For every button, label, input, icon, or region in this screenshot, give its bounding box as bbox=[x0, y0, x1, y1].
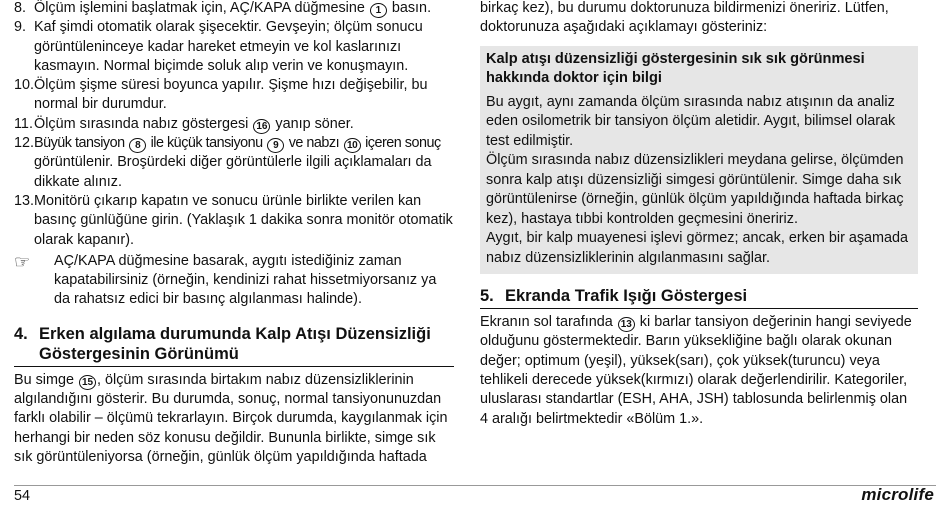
list-item: 11. Ölçüm sırasında nabız göstergesi 16 yanıp söner. bbox=[14, 115, 354, 132]
section-5-heading: 5. Ekranda Trafik Işığı Göstergesi bbox=[480, 286, 918, 309]
callout-13-icon: 13 bbox=[618, 317, 635, 332]
list-item: 12. Büyük tansiyon 8 ile küçük tansiyonu 9 ve nabzı 10 içeren sonuç görüntülenir. Broşürdeki diğer görüntülerle ilgili açıklamaları da dikkate alınız. bbox=[14, 135, 441, 190]
section-5-body: Ekranın sol tarafında 13 ki barlar tansiyon değerinin hangi seviyede olduğunu göstermektedir. Barın yüksekliğine bağlı olarak okunan değer; optimum (yeşil), yüksek(sarı), çok yüksek(turuncu) veya tehlikeli derecede yüksek(kırmızı) olarak değerlendirilir. Kategoriler, uluslarası standartlar (ESH, AHA, JSH) tablosunda belirlenmiş olan 4 aralığı belirtmektedir «Bölüm 1.». bbox=[480, 314, 912, 427]
list-item: 13. Monitörü çıkarıp kapatın ve sonucu ürünle birlikte verilen kan basınç günlüğüne girin. (Yaklaşık 1 dakika sonra monitör otomatik olarak kapanır). bbox=[14, 192, 453, 248]
list-item: 8. Ölçüm işlemini başlatmak için, AÇ/KAPA düğmesine 1 basın. bbox=[14, 0, 432, 16]
box-title: Kalp atışı düzensizliği göstergesinin sık sık görünmesi hakkında doktor için bilgi bbox=[486, 50, 865, 87]
left-column bbox=[14, 0, 454, 467]
callout-9-icon: 9 bbox=[267, 138, 284, 153]
list-item: 9. Kaf şimdi otomatik olarak şişecektir. Gevşeyin; ölçüm sonucu görüntüleninceye kadar hareket etmeyin ve kol kaslarınızı kasmayın. Normal biçimde soluk alıp verin ve konuşmayın. bbox=[14, 19, 423, 74]
pointing-hand-icon: ☞ bbox=[14, 251, 31, 272]
doctor-info-box: Kalp atışı düzensizliği göstergesinin sık sık görünmesi hakkında doktor için bilgi Bu aygıt, aynı zamanda ölçüm sırasında nabız atışının da analiz eden osilometrik bir tansiyon ölçüm aletidir. Aygıt, bilimsel olarak test edilmiştir. Ölçüm sırasında nabız düzensizlikleri meydana gelirse, ölçümden sonra kalp atışı düzensizliği simgesi görüntülenir. Simge daha sık görüntülenirse (örneğin, günlük ölçüm yapıldığında haftada birkaç kez), hastaya tıbbi kontrolden geçmesini öneririz. Aygıt, bir kalp muayenesi işlevi görmez; ancak, erken bir aşamada nabız düzensizliklerinin algılanmasını sağlar. bbox=[480, 46, 918, 275]
callout-16-icon: 16 bbox=[253, 119, 270, 134]
right-column bbox=[480, 0, 918, 429]
intro-text: birkaç kez), bu durumu doktorunuza bildirmenizi öneririz. Lütfen, doktorunuza aşağıdaki açıklamayı gösteriniz: bbox=[480, 0, 889, 36]
section-4-heading: 4. Erken algılama durumunda Kalp Atışı Düzensizliği Göstergesinin Görünümü bbox=[14, 324, 454, 367]
section-4-body: Bu simge 15 , ölçüm sırasında birtakım nabız düzensizliklerinin algılandığını gösterir. Bu durumda, sonuç, normal tansiyonunuzdan farklı olabilir – ölçümü tekrarlayın. Birçok durumda, kaygılanmak için herhangi bir neden söz konusu değildir. Bununla birlikte, simge sık sık görüntüleniyorsa (örneğin, günlük ölçüm yapıldığında haftada bbox=[14, 371, 448, 465]
callout-15-icon: 15 bbox=[79, 375, 96, 390]
note: ☞ AÇ/KAPA düğmesine basarak, aygıtı istediğiniz zaman kapatabilirsiniz (örneğin, kendinizi rahat hissetmiyorsanız ya da rahatsız edici bir basınç algılanması halinde). bbox=[14, 252, 454, 310]
callout-10-icon: 10 bbox=[344, 138, 361, 153]
callout-1-icon: 1 bbox=[370, 3, 387, 18]
callout-8-icon: 8 bbox=[129, 138, 146, 153]
footer-divider bbox=[14, 485, 936, 486]
page-number: 54 bbox=[14, 488, 31, 504]
brand-logo: microlife bbox=[861, 485, 934, 504]
list-item: 10. Ölçüm şişme süresi boyunca yapılır. Şişme hızı değişebilir, bu normal bir durumdur. bbox=[14, 77, 428, 113]
